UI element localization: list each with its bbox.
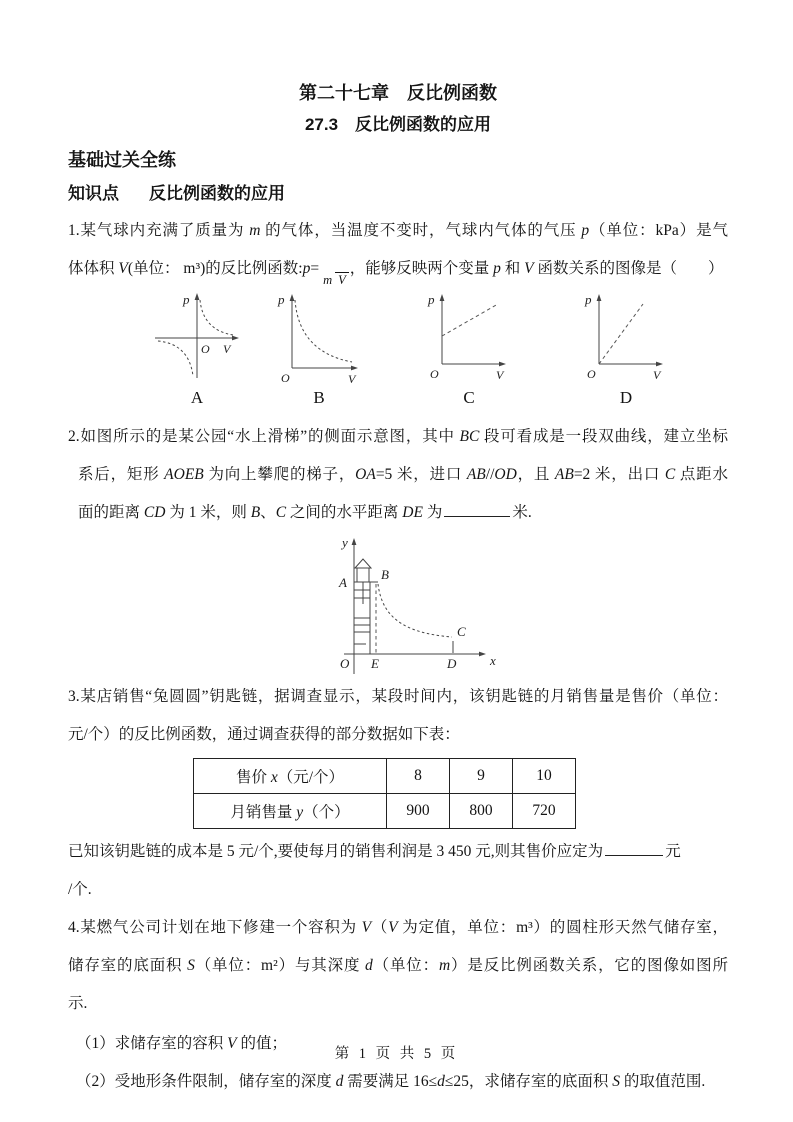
question-3-continued <box>68 833 728 909</box>
slide-coordinate-figure <box>330 534 505 676</box>
section-title: 27.3 反比例函数的应用 <box>304 115 492 134</box>
q3-text-line-4: /个. <box>68 881 92 898</box>
fraction-numerator: m <box>323 273 333 287</box>
figure-point-d-label: D <box>447 656 457 671</box>
practice-heading: 基础过关全练 <box>68 150 176 170</box>
q2-line3-before-blank: 面的距离 CD 为 1 米，则 B、C 之间的水平距离 DE 为 <box>78 504 443 521</box>
fraction-m-over-v <box>320 274 349 288</box>
q3-line3-before-blank: 已知该钥匙链的成本是 5 元/个,要使每月的销售利润是 3 450 元,则其售价应定为 <box>68 843 604 860</box>
table-header-sales: 月销售量 y（个） <box>194 794 387 829</box>
question-2 <box>68 418 728 532</box>
graph-b-v-label: V <box>348 372 356 386</box>
chapter-title: 第二十七章 反比例函数 <box>299 83 497 103</box>
q2-line3-after-blank: 米. <box>512 504 532 521</box>
figure-point-c-label: C <box>457 624 466 639</box>
q2-text-line-3 <box>68 494 728 532</box>
knowledge-point-label: 知识点 <box>68 184 119 203</box>
graph-a-hyperbola-two-branches <box>149 290 245 386</box>
graph-d-p-label: p <box>585 292 592 307</box>
graph-c-line-positive-intercept <box>424 290 514 386</box>
graph-a-origin-label: O <box>201 342 210 356</box>
q4-text-line-1: 4.某燃气公司计划在地下修建一个容积为 V（V 为定值，单位：m³）的圆柱形天然气储存室， <box>68 919 728 936</box>
q2-water-slide-figure <box>330 534 505 676</box>
table-cell-price-3: 10 <box>513 759 576 794</box>
q2-text-line-2: 系后，矩形 AOEB 为向上攀爬的梯子，OA=5 米，进口 AB//OD，且 AB=2 米，出口 C 点距水 <box>78 466 728 483</box>
option-graph-a <box>142 290 252 407</box>
q3-text-line-2: 元/个）的反比例函数，通过调查获得的部分数据如下表： <box>68 726 460 743</box>
knowledge-point-title: 反比例函数的应用 <box>149 184 285 203</box>
option-graph-b <box>264 290 374 407</box>
q1-line2-after-fraction: ，能够反映两个变量 p 和 V 函数关系的图像是（ ） <box>349 260 724 277</box>
option-graph-d <box>571 290 681 407</box>
q4-subquestion-1: （1）求储存室的容积 V 的值； <box>76 1035 287 1052</box>
graph-c-origin-label: O <box>430 367 439 381</box>
page-number-footer: 第 1 页 共 5 页 <box>334 1046 459 1062</box>
q4-subquestion-2: （2）受地形条件限制，储存室的深度 d 需要满足 16≤d≤25，求储存室的底面积 S 的取值范围. <box>76 1073 706 1090</box>
figure-point-e-label: E <box>371 656 379 671</box>
graph-b-p-label: p <box>278 292 285 307</box>
q1-text-line-1: 1.某气球内充满了质量为 m 的气体，当温度不变时，气球内气体的气压 p（单位：kPa）是气 <box>68 222 728 239</box>
graph-a-p-label: p <box>183 292 190 307</box>
question-3 <box>68 678 728 754</box>
answer-blank-de <box>444 503 510 517</box>
q4-text-line-3: 示. <box>68 995 88 1012</box>
table-header-price: 售价 x（元/个） <box>194 759 387 794</box>
q3-line3-after-blank: 元 <box>665 843 681 860</box>
graph-b-origin-label: O <box>281 371 290 385</box>
q1-line2-before-fraction: 体体积 V(单位： m³)的反比例函数:p= <box>68 260 320 277</box>
q4-text-line-2: 储存室的底面积 S（单位：m²）与其深度 d（单位：m）是反比例函数关系，它的图像如图所 <box>68 957 728 974</box>
figure-point-a-label: A <box>339 575 347 590</box>
q3-text-line-1: 3.某店销售“兔圆圆”钥匙链，据调查显示，某段时间内，该钥匙链的月销售量是售价（单位： <box>68 688 728 705</box>
option-label-b: B <box>313 388 325 407</box>
figure-y-axis-label: y <box>342 535 348 550</box>
table-row-sales <box>194 794 576 829</box>
table-cell-sales-1: 900 <box>387 794 450 829</box>
q1-option-graphs <box>68 290 728 414</box>
table-row-price <box>194 759 576 794</box>
answer-blank-price <box>605 842 663 856</box>
graph-d-origin-label: O <box>587 367 596 381</box>
option-label-d: D <box>619 388 633 407</box>
option-label-c: C <box>463 388 475 407</box>
graph-a-v-label: V <box>223 342 231 356</box>
option-graph-c <box>414 290 524 407</box>
graph-d-line-through-origin <box>581 290 671 386</box>
table-cell-price-2: 9 <box>450 759 513 794</box>
fraction-denominator: V <box>335 272 349 287</box>
graph-d-v-label: V <box>653 368 661 382</box>
graph-c-v-label: V <box>496 368 504 382</box>
figure-point-b-label: B <box>381 567 389 582</box>
table-cell-price-1: 8 <box>387 759 450 794</box>
table-cell-sales-3: 720 <box>513 794 576 829</box>
q3-text-line-3 <box>68 833 728 871</box>
table-cell-sales-2: 800 <box>450 794 513 829</box>
question-4 <box>68 909 728 1101</box>
question-1 <box>68 212 728 288</box>
knowledge-point-row <box>68 183 728 204</box>
figure-x-axis-label: x <box>490 653 496 668</box>
option-label-a: A <box>190 388 204 407</box>
graph-b-hyperbola-first-quadrant <box>274 290 364 386</box>
graph-c-p-label: p <box>428 292 435 307</box>
figure-origin-label: O <box>340 656 350 671</box>
q1-text-line-2 <box>68 250 728 288</box>
q3-price-sales-table <box>193 758 576 829</box>
q2-text-line-1: 2.如图所示的是某公园“水上滑梯”的侧面示意图，其中 BC 段可看成是一段双曲线，建立坐标 <box>68 428 728 445</box>
